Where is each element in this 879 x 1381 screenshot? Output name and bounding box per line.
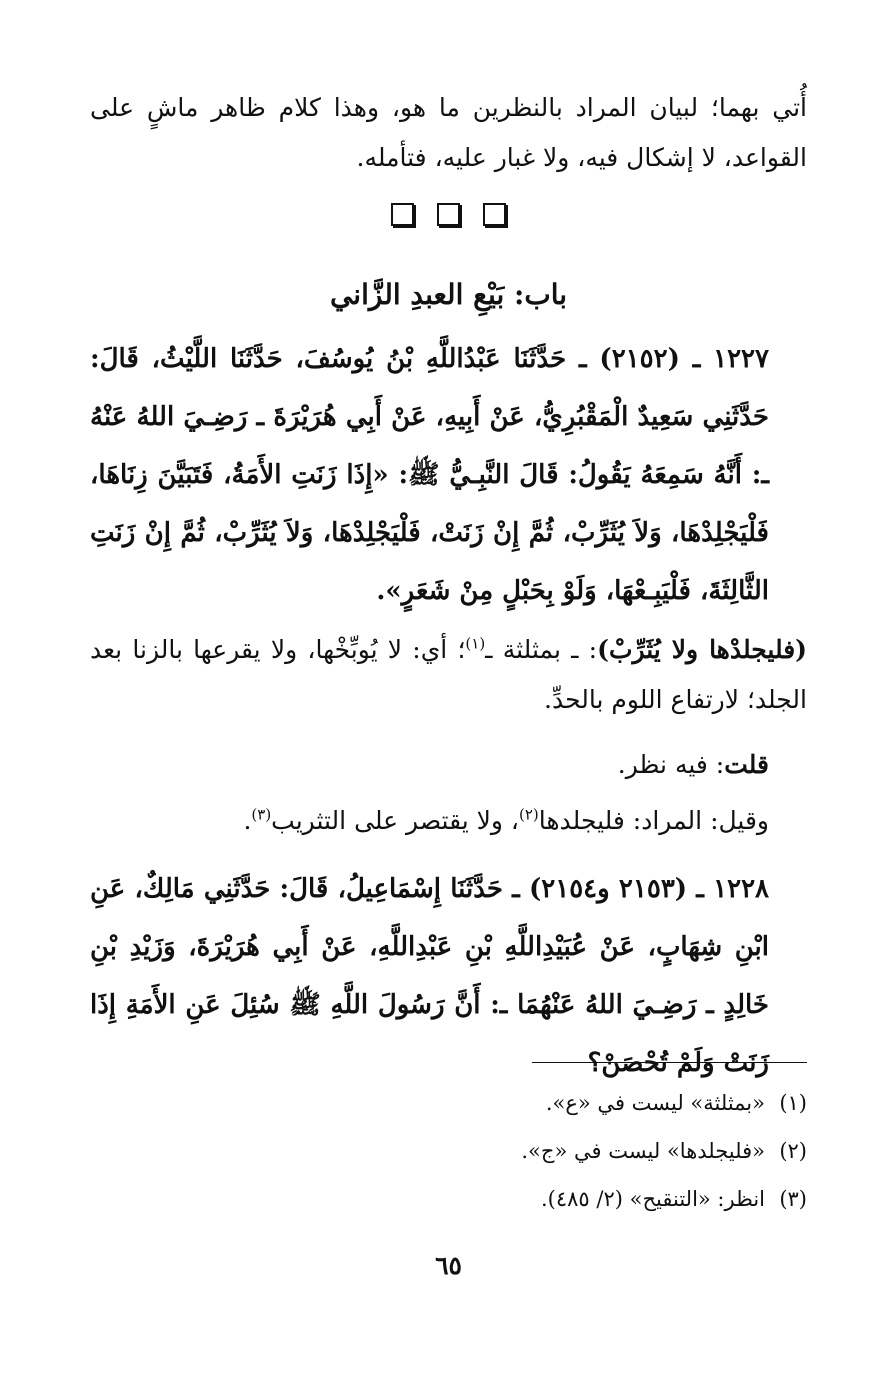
chapter-colon: : xyxy=(504,278,525,311)
commentary-paragraph xyxy=(90,625,807,725)
square-ornament-icon xyxy=(391,203,414,226)
qila-text-2: ، ولا يقتصر على التثريب xyxy=(271,806,519,835)
page xyxy=(90,0,807,1381)
footnote-ref-1: (١) xyxy=(465,634,486,653)
footnote-3 xyxy=(90,1184,807,1214)
qult-label: قلت xyxy=(724,750,769,779)
chapter-name: بَيْعِ العبدِ الزَّاني xyxy=(329,278,505,311)
qult-line xyxy=(90,740,807,790)
hadith-1227: ١٢٢٧ ـ (٢١٥٢) ـ حَدَّثَنَا عَبْدُاللَّهِ بْنُ يُوسُفَ، حَدَّثَنَا اللَّيْثُ، قَالَ: حَدَّثَنِي سَعِيدٌ الْمَقْبُرِيُّ، عَنْ أَبِيهِ، عَنْ أَبِي هُرَيْرَةَ ـ رَضِـيَ اللهُ عَنْهُ ـ: أَنَّهُ سَمِعَهُ يَقُولُ: قَالَ النَّبِـيُّ ﷺ: «إِذَا زَنَتِ الأَمَةُ، فَتَبَيَّنَ زِنَاهَا، فَلْيَجْلِدْهَا، وَلاَ يُثَرِّبْ، ثُمَّ إِنْ زَنَتْ، فَلْيَجْلِدْهَا، وَلاَ يُثَرِّبْ، ثُمَّ إِنْ زَنَتِ الثَّالِثَةَ، فَلْيَبِـعْهَا، وَلَوْ بِحَبْلٍ مِنْ شَعَرٍ». xyxy=(90,344,769,606)
footnote-2 xyxy=(90,1136,807,1166)
footnote-number: (٢) xyxy=(779,1139,807,1163)
qila-line xyxy=(90,796,807,846)
square-ornament-icon xyxy=(437,203,460,226)
commentary-text-1: : ـ بمثلثة ـ xyxy=(485,635,598,664)
footnote-ref-2: (٢) xyxy=(518,805,539,824)
footnote-number: (١) xyxy=(779,1091,807,1115)
hadith-1228: ١٢٢٨ ـ (٢١٥٣ و٢١٥٤) ـ حَدَّثَنَا إِسْمَاعِيلُ، قَالَ: حَدَّثَنِي مَالِكٌ، عَنِ ابْنِ شِهَابٍ، عَنْ عُبَيْدِاللَّهِ بْنِ عَبْدِاللَّهِ، عَنْ أَبِي هُرَيْرَةَ، وَزَيْدِ بْنِ خَالِدٍ ـ رَضِـيَ اللهُ عَنْهُمَا ـ: أَنَّ رَسُولَ اللَّهِ ﷺ سُئِلَ عَنِ الأَمَةِ إِذَا زَنَتْ وَلَمْ تُحْصَنْ؟ xyxy=(90,874,769,1078)
top-paragraph: أُتي بهما؛ لبيان المراد بالنظرين ما هو، وهذا كلام ظاهر ماشٍ على القواعد، لا إشكال فيه، ولا غبار عليه، فتأمله. xyxy=(90,93,807,172)
footnote-text: انظر: «التنقيح» (٢/ ٤٨٥). xyxy=(541,1187,765,1211)
footnote-text: «فليجلدها» ليست في «ج». xyxy=(521,1139,765,1163)
chapter-title xyxy=(90,268,807,322)
qult-text: : فيه نظر. xyxy=(617,750,725,779)
footnote-1 xyxy=(90,1088,807,1118)
qila-text-3: . xyxy=(243,806,252,835)
commentary-text-2: ؛ أي: لا يُوبِّخْها، ولا يقرعها بالزنا بعد الجلد؛ لارتفاع اللوم بالحدِّ. xyxy=(90,635,807,714)
footnote-text: «بمثلثة» ليست في «ع». xyxy=(545,1091,765,1115)
page-number: ٦٥ xyxy=(435,1251,462,1280)
chapter-label: باب xyxy=(524,278,568,311)
footnote-ref-3: (٣) xyxy=(251,805,272,824)
footnote-divider xyxy=(532,1062,807,1063)
commentary-lemma: (فليجلدْها ولا يُثَرِّبْ) xyxy=(597,635,808,664)
footnote-number: (٣) xyxy=(779,1187,807,1211)
section-separator xyxy=(90,203,807,233)
square-ornament-icon xyxy=(483,203,506,226)
qila-text-1: وقيل: المراد: فليجلدها xyxy=(538,806,769,835)
